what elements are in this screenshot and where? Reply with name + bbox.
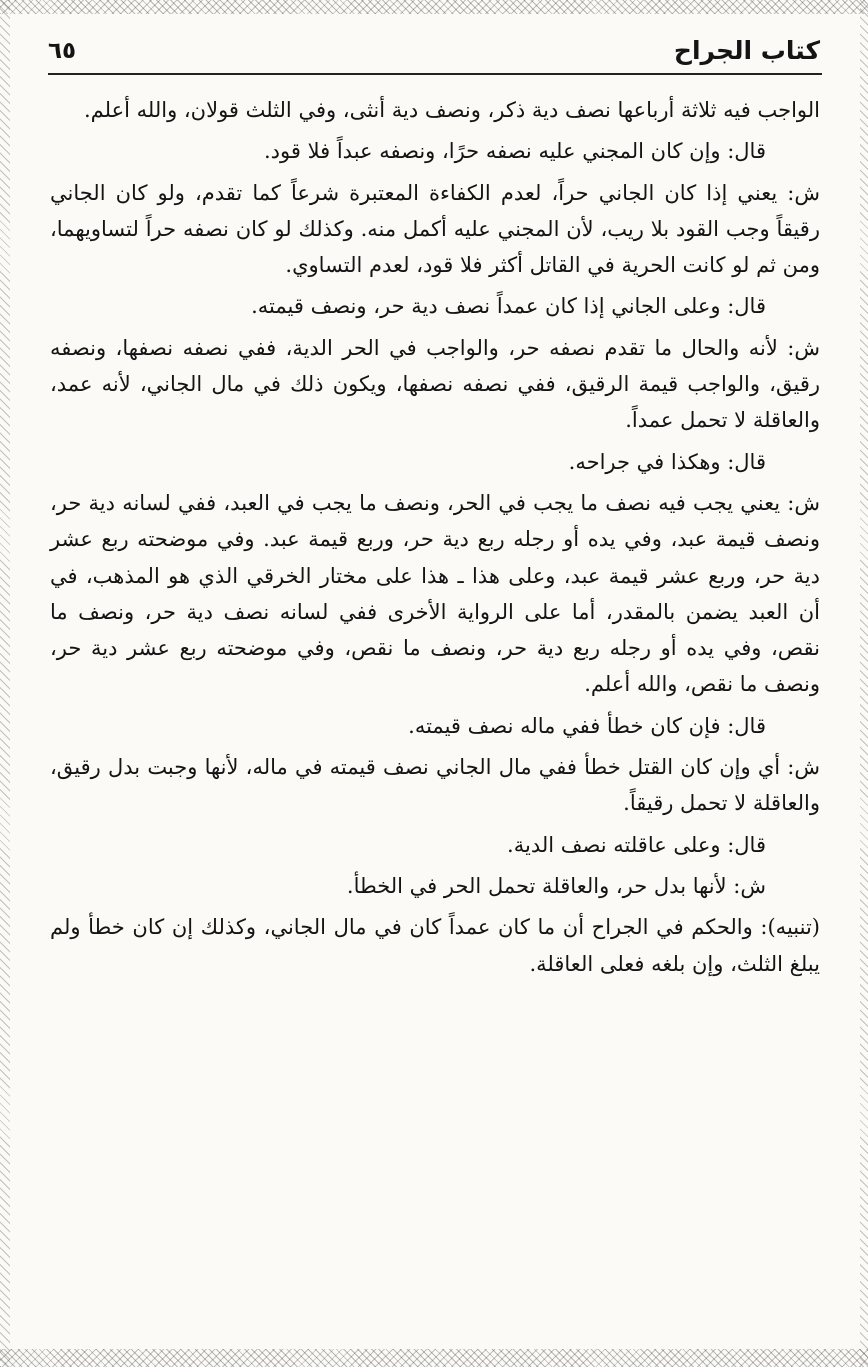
paragraph-sharh: ش: لأنها بدل حر، والعاقلة تحمل الحر في الخطأ. xyxy=(346,873,766,898)
paragraph-matn: قال: فإن كان خطأ ففي ماله نصف قيمته. xyxy=(408,713,766,738)
paragraph-sharh: ش: أي وإن كان القتل خطأ ففي مال الجاني نصف قيمته في ماله، لأنها وجبت بدل رقيق، والعاقلة لا تحمل رقيقاً. xyxy=(50,755,820,816)
page-body xyxy=(50,92,820,987)
decorative-border-bottom xyxy=(0,1349,868,1367)
decorative-border-left xyxy=(0,0,10,1367)
paragraph-sharh: ش: لأنه والحال ما تقدم نصفه حر، والواجب في الحر الدية، ففي نصفه نصفها، ونصفه رقيق، والواجب قيمة الرقيق، ففي نصفه نصفها، ويكون ذلك في مال الجاني، لأنه عمد، والعاقلة لا تحمل عمداً. xyxy=(50,335,820,433)
paragraph-matn: قال: وإن كان المجني عليه نصفه حرًا، ونصفه عبداً فلا قود. xyxy=(264,139,766,164)
paragraph-matn: قال: وعلى الجاني إذا كان عمداً نصف دية حر، ونصف قيمته. xyxy=(251,294,766,319)
decorative-border-top xyxy=(0,0,868,14)
paragraph-matn: قال: وعلى عاقلته نصف الدية. xyxy=(507,832,766,857)
paragraph-matn: قال: وهكذا في جراحه. xyxy=(568,449,766,474)
header-divider xyxy=(48,73,822,75)
page-number: ٦٥ xyxy=(48,38,77,64)
paragraph-note: (تنبيه): والحكم في الجراح أن ما كان عمداً كان في مال الجاني، وكذلك إن كان خطأ ولم يبلغ الثلث، وإن بلغه فعلى العاقلة. xyxy=(50,915,820,976)
book-title: كتاب الجراح xyxy=(673,36,820,65)
paragraph-sharh: ش: يعني إذا كان الجاني حراً، لعدم الكفاءة المعتبرة شرعاً كما تقدم، ولو كان الجاني رقيقاً وجب القود بلا ريب، لأن المجني عليه أكمل منه. وكذلك لو كان نصفه حراً لتساويهما، ومن ثم لو كانت الحرية في القاتل أكثر فلا قود، لعدم التساوي. xyxy=(50,180,820,278)
paragraph-sharh: ش: يعني يجب فيه نصف ما يجب في الحر، ونصف ما يجب في العبد، ففي لسانه دية حر، ونصف قيمة عبد، وفي يده أو رجله ربع دية حر، وربع قيمة عبد. وفي موضحته ربع عشر دية حر، وربع عشر قيمة عبد، وعلى هذا ـ هذا على مختار الخرقي الذي هو المذهب، في أن العبد يضمن بالمقدر، أما على الرواية الأخرى ففي لسانه نصف دية حر، ونصف ما نقص، وفي يده أو رجله ربع دية حر، ونصف ما نقص، وفي موضحته ربع عشر دية حر، ونصف ما نقص، والله أعلم. xyxy=(50,490,820,697)
page-header xyxy=(48,30,820,70)
decorative-border-right xyxy=(860,0,868,1367)
paragraph-continuation: الواجب فيه ثلاثة أرباعها نصف دية ذكر، ونصف دية أنثى، وفي الثلث قولان، والله أعلم. xyxy=(83,98,820,122)
